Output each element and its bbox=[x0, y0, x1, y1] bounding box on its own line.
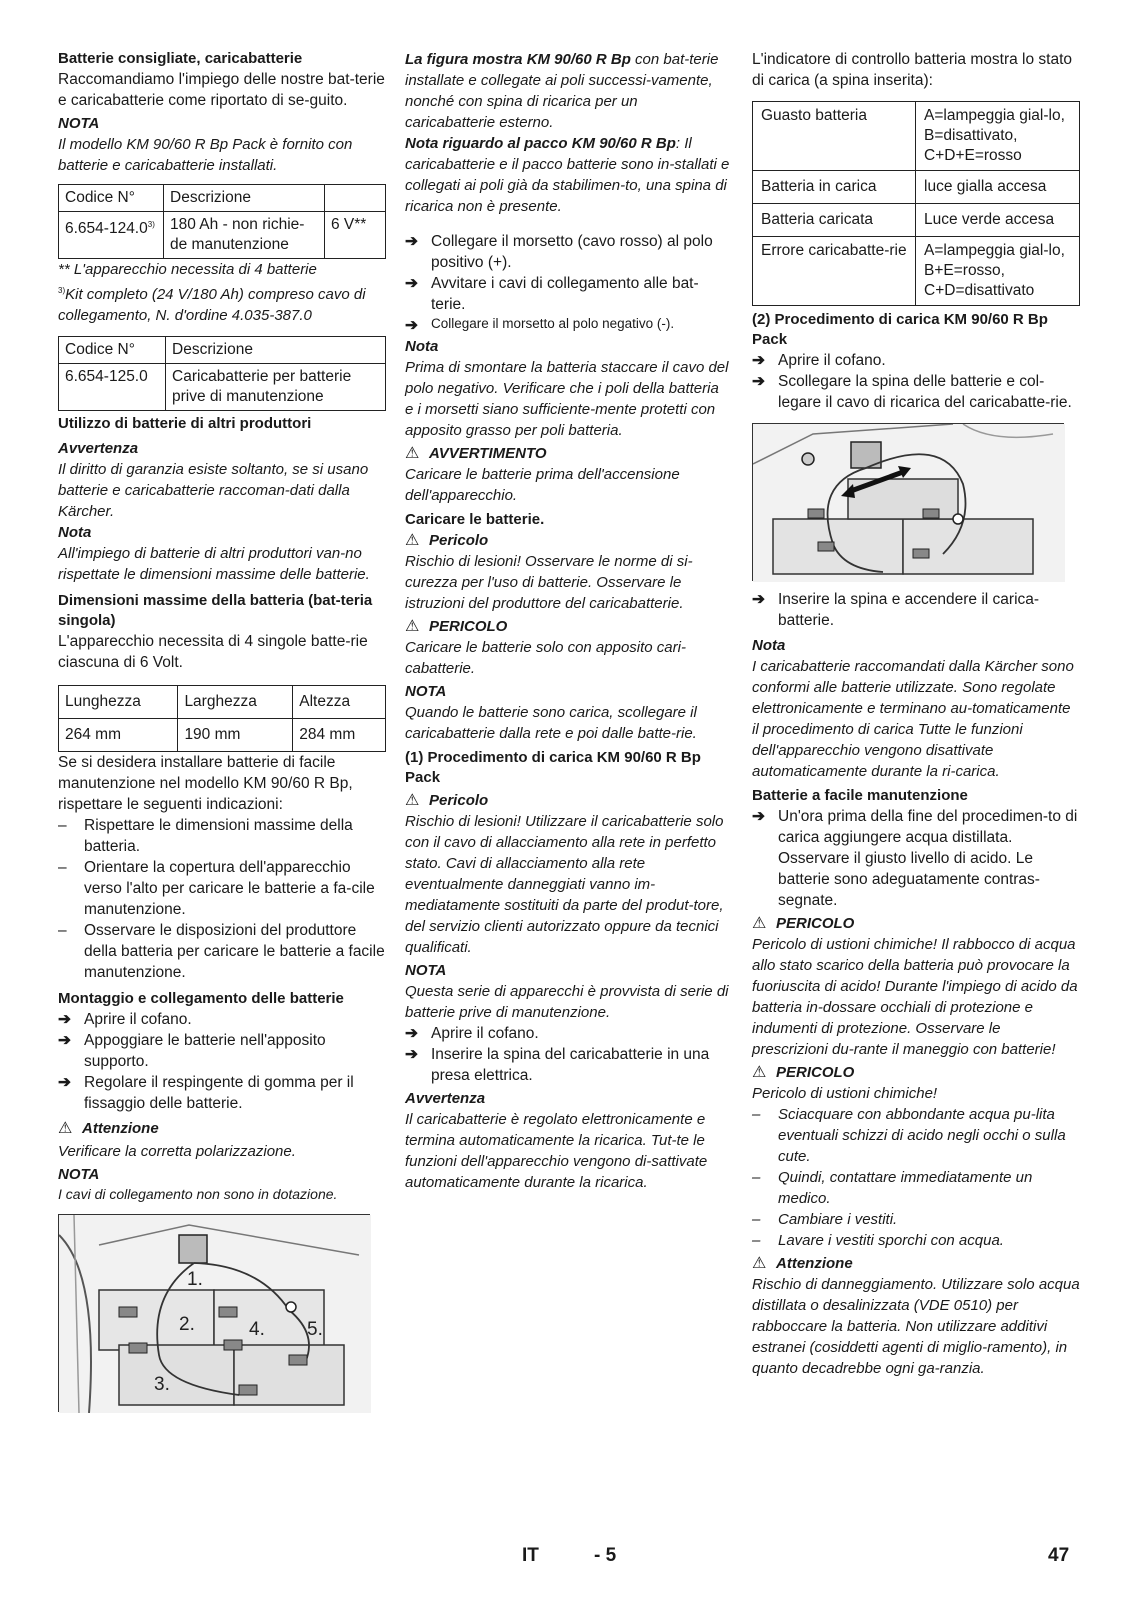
charging-plug-figure bbox=[752, 423, 1064, 581]
arrow-icon: ➔ bbox=[752, 591, 765, 608]
paragraph: Raccomandiamo l'impiego delle nostre bat-terie e caricabatterie come riportato di se-guito. bbox=[58, 71, 385, 109]
note-text: Quando le batterie sono carica, scollegare il caricabatterie dalla rete e poi dalle batte-rie. bbox=[405, 704, 697, 742]
heading-procedimento-1: (1) Procedimento di carica KM 90/60 R Bp Pack bbox=[405, 749, 701, 786]
heading-facile-manutenzione: Batterie a facile manutenzione bbox=[752, 787, 968, 804]
dash-bullet: – bbox=[752, 1232, 761, 1249]
figure-label-3: 3. bbox=[154, 1374, 170, 1395]
battery-illustration bbox=[59, 1215, 371, 1413]
note-title: NOTA bbox=[405, 962, 447, 979]
table-row bbox=[753, 204, 1080, 237]
indicator-table bbox=[752, 101, 1080, 306]
step-text: Avvitare i cavi di collegamento alle bat-terie. bbox=[431, 275, 699, 313]
table-cell: 190 mm bbox=[178, 719, 293, 752]
pericolo-title bbox=[752, 1062, 1080, 1083]
table-cell: Batteria caricata bbox=[753, 204, 916, 237]
note-text: Questa serie di apparecchi è provvista di serie di batterie prive di manutenzione. bbox=[405, 983, 729, 1021]
arrow-icon: ➔ bbox=[405, 317, 418, 334]
heading-dimensioni: Dimensioni massime della batteria (bat-teria singola) bbox=[58, 592, 373, 629]
pericolo-label: PERICOLO bbox=[776, 915, 855, 932]
table-header-cell: Altezza bbox=[293, 686, 386, 719]
footnote: ** L'apparecchio necessita di 4 batterie bbox=[58, 261, 317, 278]
table-cell: 6 V** bbox=[325, 212, 386, 259]
note-title: Nota bbox=[58, 524, 92, 541]
pack-note-text: : Il caricabatterie e il pacco batterie sono in-stallati e collegati ai poli già da stabilimen-to, una spina di ricarica non è presente. bbox=[405, 135, 730, 215]
step-item bbox=[752, 350, 1080, 371]
dimensions-table bbox=[58, 685, 386, 752]
avvertenza-title: Avvertenza bbox=[405, 1090, 486, 1107]
step-item bbox=[405, 273, 731, 315]
note-text: I cavi di collegamento non sono in dotazione. bbox=[58, 1186, 338, 1202]
arrow-icon: ➔ bbox=[58, 1074, 71, 1091]
table-row bbox=[753, 102, 1080, 171]
table-header-cell bbox=[325, 185, 386, 212]
step-text: Inserire la spina del caricabatterie in una presa elettrica. bbox=[431, 1046, 710, 1084]
code-value: 6.654-124.0 bbox=[65, 220, 148, 238]
charger-table bbox=[58, 336, 386, 411]
heading-caricare: Caricare le batterie. bbox=[405, 511, 545, 528]
pericolo-title bbox=[405, 530, 731, 551]
dash-bullet: – bbox=[58, 859, 67, 876]
table-cell: Caricabatterie per batterie prive di manutenzione bbox=[166, 364, 386, 411]
note-title: NOTA bbox=[58, 1166, 100, 1183]
table-cell: 284 mm bbox=[293, 719, 386, 752]
step-text: Aprire il cofano. bbox=[778, 352, 886, 369]
warning-icon: ⚠ bbox=[405, 792, 420, 809]
arrow-icon: ➔ bbox=[752, 808, 765, 825]
attention-text: Rischio di danneggiamento. Utilizzare solo acqua distillata o desalinizzata (VDE 0510) per rabboccare la batteria. Non utilizzare additivi estranei (cosiddetti agenti di miglio-ramento), in quanto decadrebbe ogni ga-ranzia. bbox=[752, 1276, 1080, 1377]
step-item bbox=[752, 806, 1080, 911]
step-item bbox=[405, 231, 731, 273]
arrow-icon: ➔ bbox=[58, 1011, 71, 1028]
pericolo-text: Pericolo di ustioni chimiche! bbox=[752, 1085, 938, 1102]
pericolo-text: Rischio di lesioni! Osservare le norme di si-curezza per l'uso di batterie. Osservare le istruzioni del produttore del caricabatterie. bbox=[405, 553, 693, 612]
table-row bbox=[753, 237, 1080, 306]
list-item-text: Quindi, contattare immediatamente un medico. bbox=[778, 1169, 1033, 1207]
pericolo-label: Pericolo bbox=[429, 792, 489, 809]
attention-title bbox=[58, 1118, 386, 1139]
note-title: Nota bbox=[405, 338, 439, 355]
step-item bbox=[405, 1023, 731, 1044]
battery-connection-figure bbox=[58, 1214, 370, 1412]
step-item bbox=[405, 1044, 731, 1086]
note-text: I caricabatterie raccomandati dalla Kärcher sono conformi alle batterie utilizzate. Sono regolate elettronicamente e terminano au-tomaticamente il procedimento di carica Tutte le funzioni dell'apparecchio vengono disattivate automaticamente durante la ri-carica. bbox=[752, 658, 1074, 780]
table-row bbox=[59, 364, 386, 411]
note-title: Nota bbox=[752, 637, 786, 654]
warning-icon: ⚠ bbox=[405, 532, 420, 549]
warning-icon: ⚠ bbox=[752, 1255, 767, 1272]
list-item-text: Lavare i vestiti sporchi con acqua. bbox=[778, 1232, 1004, 1249]
pericolo-title bbox=[405, 790, 731, 811]
table-row bbox=[59, 212, 386, 259]
note-text: Il modello KM 90/60 R Bp Pack è fornito con batterie e caricabatterie installati. bbox=[58, 136, 353, 174]
list-item-text: Sciacquare con abbondante acqua pu-lita eventuali schizzi di acido negli occhi o sulla cute. bbox=[778, 1106, 1066, 1165]
arrow-icon: ➔ bbox=[405, 1046, 418, 1063]
pericolo-text: Caricare le batterie solo con apposito cari-cabatterie. bbox=[405, 639, 686, 677]
column-3 bbox=[752, 49, 1080, 1379]
table-header-cell: Codice N° bbox=[59, 185, 164, 212]
pack-note bbox=[405, 133, 731, 217]
column-2 bbox=[405, 49, 731, 1193]
arrow-icon: ➔ bbox=[405, 275, 418, 292]
list-item bbox=[58, 857, 386, 920]
arrow-icon: ➔ bbox=[405, 1025, 418, 1042]
list-item-text: Rispettare le dimensioni massime della batteria. bbox=[84, 817, 353, 855]
step-text: Aprire il cofano. bbox=[431, 1025, 539, 1042]
heading-altri-produttori: Utilizzo di batterie di altri produttori bbox=[58, 415, 312, 432]
pericolo-text: Rischio di lesioni! Utilizzare il caricabatterie solo con il cavo di allacciamento alla rete in perfetto stato. Cavi di allacciamento alla rete eventualmente danneggiati vanno im-mediatamente sostituiti da parte del produt-tore, del servizio clienti autorizzato oppure da tecnici qualificati. bbox=[405, 813, 724, 956]
pericolo-text: Pericolo di ustioni chimiche! Il rabbocco di acqua allo stato scarico della batteria può provocare la fuoriuscita di acido! Durante l'impiego di acido da batteria in-dossare occhiali di protezione e indumenti di protezione. Osservare le prescrizioni du-rante il maneggio con batterie! bbox=[752, 936, 1078, 1058]
table-cell: A=lampeggia gial-lo, B=disattivato, C+D+E=rosso bbox=[916, 102, 1080, 171]
step-item bbox=[405, 315, 731, 336]
paragraph: L'indicatore di controllo batteria mostra lo stato di carica (a spina inserita): bbox=[752, 51, 1073, 89]
table-header-cell: Descrizione bbox=[166, 337, 386, 364]
pericolo-title bbox=[752, 913, 1080, 934]
charging-illustration bbox=[753, 424, 1065, 582]
step-text: Inserire la spina e accendere il carica-batterie. bbox=[778, 591, 1040, 629]
paragraph: L'apparecchio necessita di 4 singole batte-rie ciascuna di 6 Volt. bbox=[58, 633, 368, 671]
figure-label-2: 2. bbox=[179, 1314, 195, 1335]
caption-bold: La figura mostra KM 90/60 R Bp bbox=[405, 51, 631, 68]
avvertenza-title: Avvertenza bbox=[58, 440, 139, 457]
step-text: Appoggiare le batterie nell'apposito supporto. bbox=[84, 1032, 326, 1070]
pericolo-title bbox=[405, 616, 731, 637]
attention-text: Verificare la corretta polarizzazione. bbox=[58, 1143, 296, 1160]
list-item-text: Cambiare i vestiti. bbox=[778, 1211, 898, 1228]
list-item bbox=[58, 920, 386, 983]
pericolo-label: PERICOLO bbox=[776, 1064, 855, 1081]
table-cell: 6.654-125.0 bbox=[59, 364, 166, 411]
attention-label: Attenzione bbox=[776, 1255, 853, 1272]
column-1 bbox=[58, 49, 386, 1412]
note-text: All'impiego di batterie di altri produttori van-no rispettate le dimensioni massime delle batterie. bbox=[58, 545, 370, 583]
step-item bbox=[58, 1072, 386, 1114]
heading-procedimento-2: (2) Procedimento di carica KM 90/60 R Bp Pack bbox=[752, 311, 1048, 348]
footnote-mark: 3) bbox=[58, 286, 66, 295]
footnote bbox=[58, 280, 386, 326]
arrow-icon: ➔ bbox=[752, 352, 765, 369]
warning-icon: ⚠ bbox=[405, 445, 420, 462]
footnote-mark: 3) bbox=[147, 220, 155, 229]
step-text: Un'ora prima della fine del procedimen-to di carica aggiungere acqua distillata. Osservare il giusto livello di acido. Le batterie sono adeguatamente contras-segnate. bbox=[778, 808, 1078, 909]
table-cell: Luce verde accesa bbox=[916, 204, 1080, 237]
dash-bullet: – bbox=[752, 1106, 761, 1123]
table-cell: Guasto batteria bbox=[753, 102, 916, 171]
table-cell: 180 Ah - non richie-de manutenzione bbox=[164, 212, 325, 259]
warning-icon: ⚠ bbox=[752, 915, 767, 932]
list-item bbox=[752, 1230, 1080, 1251]
step-item bbox=[752, 371, 1080, 413]
step-text: Collegare il morsetto al polo negativo (-). bbox=[431, 316, 675, 331]
arrow-icon: ➔ bbox=[405, 233, 418, 250]
dash-bullet: – bbox=[752, 1211, 761, 1228]
warning-icon: ⚠ bbox=[58, 1120, 73, 1137]
warning-icon: ⚠ bbox=[752, 1064, 767, 1081]
avvertenza-text: Il diritto di garanzia esiste soltanto, se si usano batterie e caricabatterie raccoman-dati dalla Kärcher. bbox=[58, 461, 369, 520]
dash-bullet: – bbox=[58, 817, 67, 834]
list-item-text: Orientare la copertura dell'apparecchio verso l'alto per caricare le batterie a fa-cile manutenzione. bbox=[84, 859, 375, 918]
pack-note-bold: Nota riguardo al pacco KM 90/60 R Bp bbox=[405, 135, 676, 152]
avvertenza-text: Il caricabatterie è regolato elettronicamente e termina automaticamente la ricarica. Tut-te le funzioni dell'apparecchio vengono di-sattivate automaticamente durante la ricarica. bbox=[405, 1111, 708, 1191]
step-text: Aprire il cofano. bbox=[84, 1011, 192, 1028]
arrow-icon: ➔ bbox=[752, 373, 765, 390]
battery-table bbox=[58, 184, 386, 259]
list-item bbox=[752, 1104, 1080, 1167]
list-item bbox=[58, 815, 386, 857]
list-item bbox=[752, 1209, 1080, 1230]
table-cell bbox=[59, 212, 164, 259]
step-text: Regolare il respingente di gomma per il fissaggio delle batterie. bbox=[84, 1074, 354, 1112]
table-header-cell: Lunghezza bbox=[59, 686, 178, 719]
avvertimento-title bbox=[405, 443, 731, 464]
table-cell: Batteria in carica bbox=[753, 171, 916, 204]
step-item bbox=[752, 589, 1080, 631]
table-cell: Errore caricabatte-rie bbox=[753, 237, 916, 306]
paragraph: Se si desidera installare batterie di facile manutenzione nel modello KM 90/60 R Bp, rispettare le seguenti indicazioni: bbox=[58, 754, 353, 813]
pericolo-label: PERICOLO bbox=[429, 618, 508, 635]
step-text: Collegare il morsetto (cavo rosso) al polo positivo (+). bbox=[431, 233, 713, 271]
figure-label-4: 4. bbox=[249, 1319, 265, 1340]
table-cell: 264 mm bbox=[59, 719, 178, 752]
heading-batterie-consigliate: Batterie consigliate, caricabatterie bbox=[58, 50, 303, 67]
table-header-row bbox=[59, 185, 386, 212]
avvertimento-label: AVVERTIMENTO bbox=[429, 445, 547, 462]
avvertimento-text: Caricare le batterie prima dell'accensione dell'apparecchio. bbox=[405, 466, 680, 504]
figure-label-1: 1. bbox=[187, 1269, 203, 1290]
list-item bbox=[752, 1167, 1080, 1209]
table-row bbox=[59, 719, 386, 752]
step-item bbox=[58, 1030, 386, 1072]
step-text: Scollegare la spina delle batterie e col-legare il cavo di ricarica del caricabatte-rie. bbox=[778, 373, 1072, 411]
attention-title bbox=[752, 1253, 1080, 1274]
footer-section: - 5 bbox=[594, 1545, 617, 1566]
note-title: NOTA bbox=[405, 683, 447, 700]
table-header-cell: Codice N° bbox=[59, 337, 166, 364]
step-item bbox=[58, 1009, 386, 1030]
table-header-cell: Larghezza bbox=[178, 686, 293, 719]
table-header-row bbox=[59, 337, 386, 364]
table-row bbox=[753, 171, 1080, 204]
table-cell: A=lampeggia gial-lo, B+E=rosso, C+D=disattivato bbox=[916, 237, 1080, 306]
figure-caption bbox=[405, 49, 731, 133]
footnote-text: Kit completo (24 V/180 Ah) compreso cavo di collegamento, N. d'ordine 4.035-387.0 bbox=[58, 286, 366, 324]
attention-label: Attenzione bbox=[82, 1120, 159, 1137]
table-cell: luce gialla accesa bbox=[916, 171, 1080, 204]
page-number: 47 bbox=[1048, 1545, 1070, 1566]
arrow-icon: ➔ bbox=[58, 1032, 71, 1049]
figure-label-5: 5. bbox=[307, 1319, 323, 1340]
pericolo-label: Pericolo bbox=[429, 532, 489, 549]
list-item-text: Osservare le disposizioni del produttore della batteria per caricare le batterie a facile manutenzione. bbox=[84, 922, 385, 981]
table-header-cell: Descrizione bbox=[164, 185, 325, 212]
heading-montaggio: Montaggio e collegamento delle batterie bbox=[58, 990, 344, 1007]
note-title: NOTA bbox=[58, 115, 100, 132]
dash-bullet: – bbox=[58, 922, 67, 939]
table-header-row bbox=[59, 686, 386, 719]
note-text: Prima di smontare la batteria staccare il cavo del polo negativo. Verificare che i poli della batteria e i morsetti siano sufficiente-mente protetti con apposito grasso per poli batteria. bbox=[405, 359, 729, 439]
warning-icon: ⚠ bbox=[405, 618, 420, 635]
dash-bullet: – bbox=[752, 1169, 761, 1186]
footer-language: IT bbox=[522, 1545, 539, 1566]
caption-text: con bat-terie installate e collegate ai poli successi-vamente, nonché con spina di ricarica per un caricabatterie esterno. bbox=[405, 51, 719, 131]
